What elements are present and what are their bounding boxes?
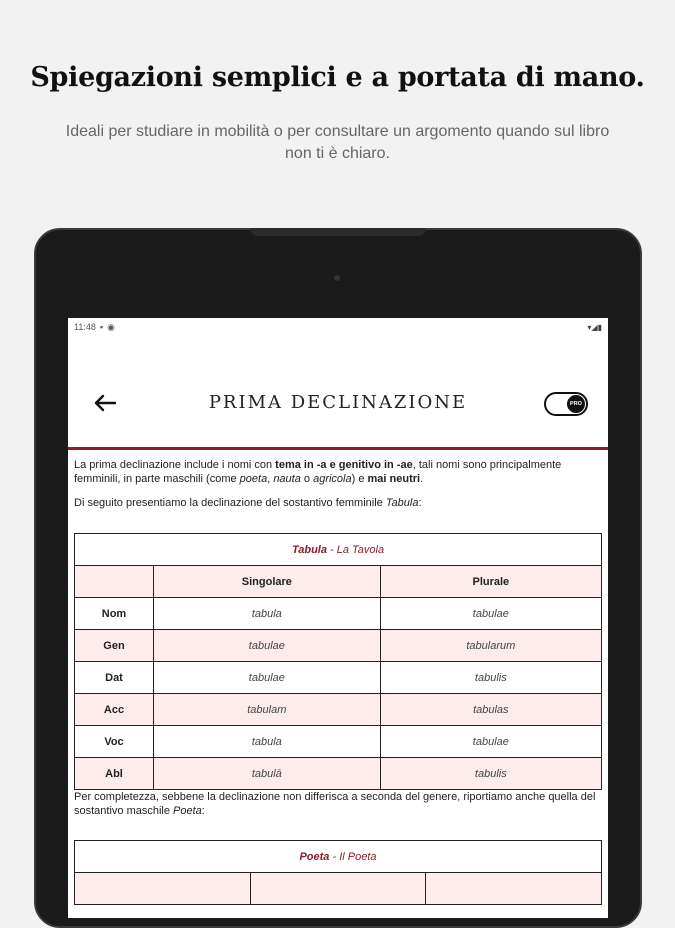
table-caption [75,841,602,873]
case-cell: Voc [75,726,154,758]
status-time: 11:48 [74,322,96,332]
intro-text: La prima declinazione include i nomi con [74,459,276,471]
pro-badge: PRO [567,395,585,413]
caption-noun: Poeta [299,850,330,863]
singular-cell: tabulam [154,694,381,726]
intro-text: ) e [351,473,368,485]
intro-bold-theme: tema in -a e genitivo in -ae [275,459,413,471]
case-cell: Dat [75,662,154,694]
plural-cell: tabulae [380,726,601,758]
noun-word: Tabula [385,497,419,509]
lesson-content [74,458,602,905]
caption-meaning: - La Tavola [326,543,385,556]
table-row [75,694,602,726]
singular-cell: tabulae [154,630,381,662]
signal-battery-icons: ▾◢▮ [587,322,602,332]
empty-header-cell [75,566,154,598]
example-word: poeta [239,473,268,485]
noun-word: Poeta [173,805,202,817]
pro-toggle[interactable] [544,392,588,416]
singular-cell: tabulā [154,758,381,790]
table-row [75,758,602,790]
header-singular: Singolare [154,566,381,598]
table-row [75,726,602,758]
case-cell: Nom [75,598,154,630]
singular-cell: tabula [154,598,381,630]
intro-text: , tali nomi sono principalmente femminili, in parte maschili (come [74,459,562,485]
example-word: nauta [273,473,301,485]
camera-icon [334,275,340,281]
case-cell: Gen [75,630,154,662]
example-word: agricola [313,473,352,485]
caption-meaning: - Il Poeta [329,850,377,863]
case-cell: Acc [75,694,154,726]
after-text: Per completezza, sebbene la declinazione non differisca a seconda del genere, riportiamo anche quella del sostantivo maschile [74,791,596,817]
plural-cell: tabulis [380,662,601,694]
intro-text: o [300,473,314,485]
caption-noun: Tabula [291,543,327,556]
intro-text: Di seguito presentiamo la declinazione del sostantivo femminile [74,497,386,509]
intro-paragraph [74,458,602,486]
promo-subtitle: Ideali per studiare in mobilità o per consultare un argomento quando sul libro non ti è chiaro. [65,123,610,162]
plural-cell: tabularum [380,630,601,662]
plural-cell: tabulae [380,598,601,630]
sim-icon: ▪ [99,322,104,332]
status-bar [68,318,608,336]
intro-text: . [420,473,424,485]
declension-table-tabula [74,533,602,790]
case-cell: Abl [75,758,154,790]
app-bar [68,336,608,450]
notification-icon: ◉ [107,321,115,332]
promo-headline: Spiegazioni semplici e a portata di mano. [30,62,645,93]
page-title: PRIMA DECLINAZIONE [208,392,468,413]
intro-text: , [267,473,274,485]
singular-cell: tabula [154,726,381,758]
intro-bold-neuter: mai neutri [367,473,421,485]
table-header-row [75,566,602,598]
singular-cell: tabulae [154,662,381,694]
header-plural: Plurale [380,566,601,598]
after-text: : [201,805,205,817]
table-caption [75,534,602,566]
plural-cell: tabulis [380,758,601,790]
table-row [75,598,602,630]
intro-text: : [418,497,422,509]
declension-table-poeta [74,840,602,905]
intro-paragraph-2 [74,496,602,510]
plural-cell: tabulas [380,694,601,726]
tablet-notch [250,228,426,236]
table-row [75,662,602,694]
app-screen [68,318,608,918]
completeness-paragraph [74,790,602,818]
table-row [75,630,602,662]
